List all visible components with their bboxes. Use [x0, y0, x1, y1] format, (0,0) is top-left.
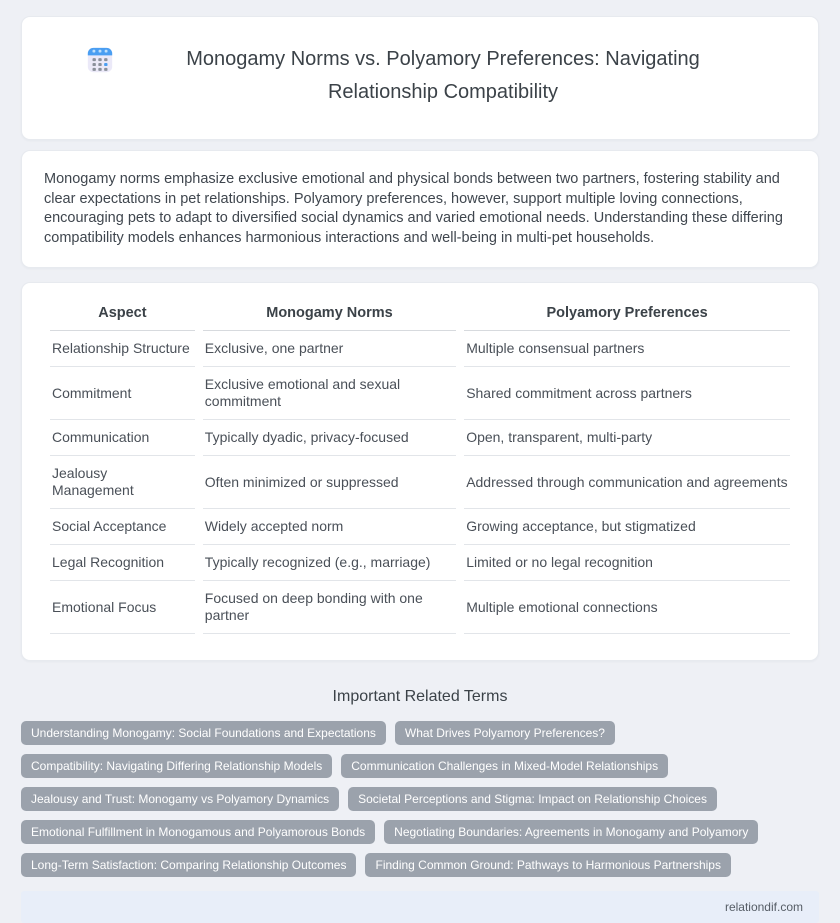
calendar-icon [85, 45, 115, 80]
column-header-monogamy: Monogamy Norms [203, 297, 456, 331]
related-term-tag[interactable]: Compatibility: Navigating Differing Relationship Models [21, 754, 332, 778]
table-row [50, 456, 790, 509]
related-term-tag[interactable]: Understanding Monogamy: Social Foundations and Expectations [21, 721, 386, 745]
table-cell-monogamy: Exclusive emotional and sexual commitment [203, 367, 456, 420]
table-row [50, 545, 790, 581]
table-cell-polyamory: Addressed through communication and agreements [464, 456, 790, 509]
table-cell-polyamory: Multiple emotional connections [464, 581, 790, 634]
related-terms-heading: Important Related Terms [332, 688, 508, 705]
column-header-polyamory: Polyamory Preferences [464, 297, 790, 331]
site-name: relationdif.com [724, 900, 803, 914]
table-cell-monogamy: Typically recognized (e.g., marriage) [203, 545, 456, 581]
table-cell-monogamy: Exclusive, one partner [203, 331, 456, 367]
related-terms-list [21, 721, 819, 877]
table-cell-monogamy: Typically dyadic, privacy-focused [203, 420, 456, 456]
table-cell-aspect: Relationship Structure [50, 331, 195, 367]
related-term-tag[interactable]: Emotional Fulfillment in Monogamous and Polyamorous Bonds [21, 820, 375, 844]
table-cell-polyamory: Open, transparent, multi-party [464, 420, 790, 456]
related-term-tag[interactable]: Communication Challenges in Mixed-Model Relationships [341, 754, 668, 778]
description-text: Monogamy norms emphasize exclusive emotional and physical bonds between two partners, fostering stability and clear expectations in pet relationships. Polyamory preferences, however, support multiple loving connections, encouraging pets to adapt to diversified social dynamics and varied emotional needs. Understanding these differing compatibility models enhances harmonious interactions and well-being in multi-pet households. [44, 171, 783, 246]
description-card [21, 150, 819, 268]
related-term-tag[interactable]: Societal Perceptions and Stigma: Impact on Relationship Choices [348, 787, 717, 811]
table-cell-aspect: Jealousy Management [50, 456, 195, 509]
table-cell-aspect: Social Acceptance [50, 509, 195, 545]
table-cell-aspect: Emotional Focus [50, 581, 195, 634]
table-cell-polyamory: Growing acceptance, but stigmatized [464, 509, 790, 545]
page [0, 16, 840, 923]
title-card [21, 16, 819, 140]
table-row [50, 581, 790, 634]
comparison-table [42, 297, 798, 634]
related-term-tag[interactable]: Finding Common Ground: Pathways to Harmonious Partnerships [365, 853, 731, 877]
table-row [50, 367, 790, 420]
related-term-tag[interactable]: Jealousy and Trust: Monogamy vs Polyamory Dynamics [21, 787, 339, 811]
table-row [50, 420, 790, 456]
table-cell-monogamy: Focused on deep bonding with one partner [203, 581, 456, 634]
related-term-tag[interactable]: Long-Term Satisfaction: Comparing Relationship Outcomes [21, 853, 356, 877]
table-cell-aspect: Communication [50, 420, 195, 456]
related-term-tag[interactable]: Negotiating Boundaries: Agreements in Monogamy and Polyamory [384, 820, 758, 844]
table-cell-monogamy: Often minimized or suppressed [203, 456, 456, 509]
page-title: Monogamy Norms vs. Polyamory Preferences: Navigating Relationship Compatibility [186, 48, 700, 103]
table-row [50, 331, 790, 367]
table-header-row [50, 297, 790, 331]
table-cell-aspect: Commitment [50, 367, 195, 420]
table-cell-polyamory: Multiple consensual partners [464, 331, 790, 367]
table-cell-aspect: Legal Recognition [50, 545, 195, 581]
column-header-aspect: Aspect [50, 297, 195, 331]
related-term-tag[interactable]: What Drives Polyamory Preferences? [395, 721, 615, 745]
table-cell-polyamory: Limited or no legal recognition [464, 545, 790, 581]
footer-bar [21, 891, 819, 923]
table-cell-monogamy: Widely accepted norm [203, 509, 456, 545]
table-cell-polyamory: Shared commitment across partners [464, 367, 790, 420]
table-row [50, 509, 790, 545]
comparison-table-card [21, 282, 819, 661]
